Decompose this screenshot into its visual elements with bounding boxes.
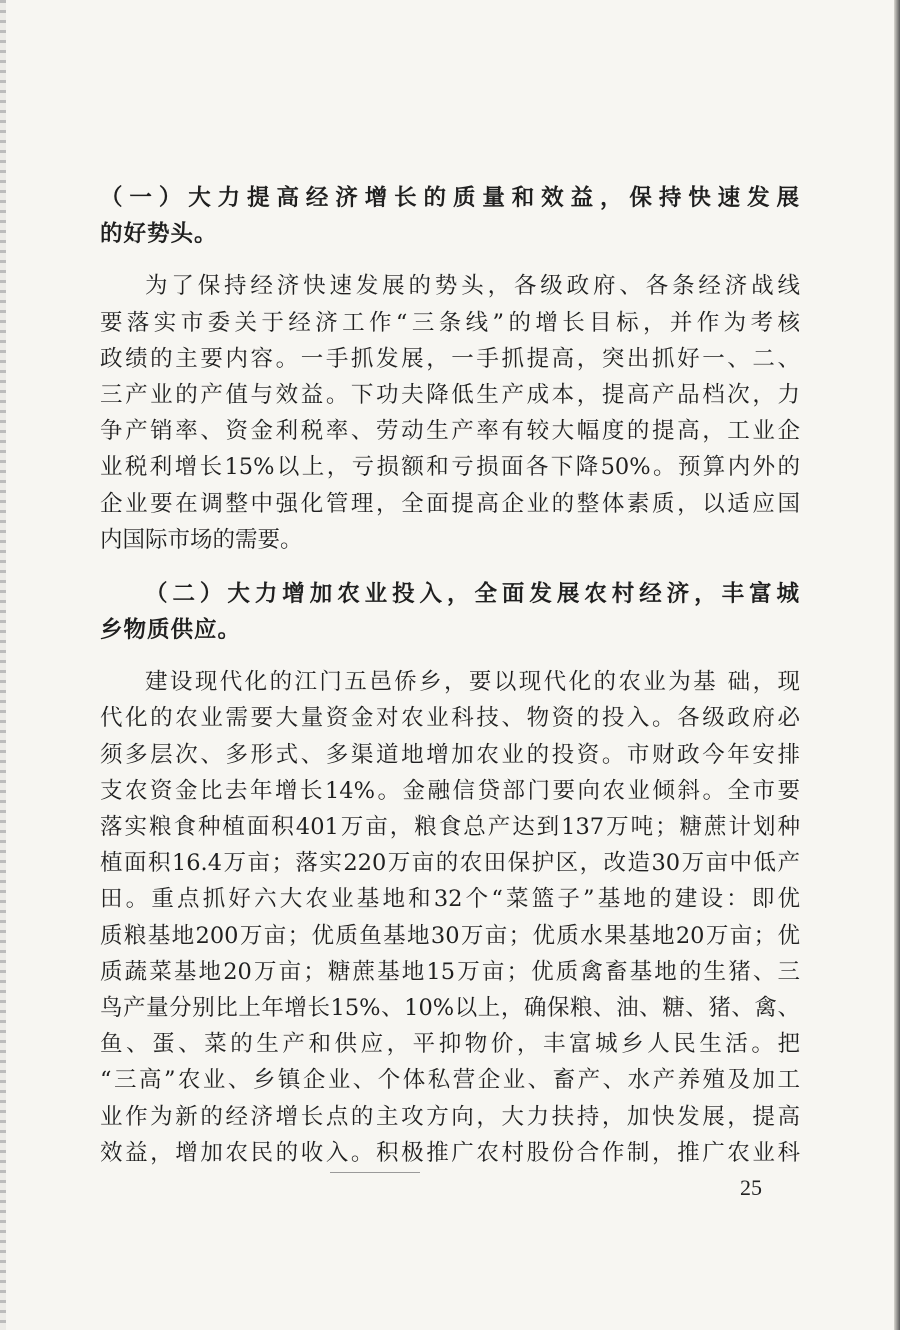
paragraph-line: 建设现代化的江门五邑侨乡，要以现代化的农业为基 础，现 <box>145 669 800 696</box>
paragraph-line: 三产业的产值与效益。下功夫降低生产成本，提高产品档次，力 <box>100 381 800 408</box>
paragraph-line: 田。重点抓好六大农业基地和32个“菜篮子”基地的建设：即优 <box>100 886 800 913</box>
paragraph-line: 落实粮食种植面积401万亩，粮食总产达到137万吨；糖蔗计划种 <box>100 814 800 840</box>
paragraph-line: 内国际市场的需要。 <box>100 526 303 553</box>
paragraph-line: 业税利增长15%以上，亏损额和亏损面各下降50%。预算内外的 <box>100 454 800 481</box>
footer-divider <box>330 1172 420 1173</box>
section-1 <box>100 180 800 558</box>
heading-line: （二）大力增加农业投入，全面发展农村经济，丰富城 <box>145 580 800 607</box>
paragraph-line: 质蔬菜基地20万亩；糖蔗基地15万亩；优质禽畜基地的生猪、三 <box>100 958 800 985</box>
section-2-paragraph <box>100 664 800 1171</box>
paragraph-line: 企业要在调整中强化管理，全面提高企业的整体素质，以适应国 <box>100 490 800 517</box>
paragraph-line: 业作为新的经济增长点的主攻方向，大力扶持，加快发展，提高 <box>100 1103 800 1130</box>
section-1-heading <box>100 180 800 252</box>
section-2-heading <box>100 576 800 648</box>
paragraph-line: 代化的农业需要大量资金对农业科技、物资的投入。各级政府必 <box>100 705 800 732</box>
paragraph-line: 质粮基地200万亩；优质鱼基地30万亩；优质水果基地20万亩；优 <box>100 922 800 949</box>
paragraph-line: “三高”农业、乡镇企业、个体私营企业、畜产、水产养殖及加工 <box>100 1067 800 1094</box>
paragraph-line: 争产销率、资金利税率、劳动生产率有较大幅度的提高，工业企 <box>100 418 800 445</box>
heading-line: （一）大力提高经济增长的质量和效益，保持快速发展 <box>100 185 800 211</box>
heading-line: 乡物质供应。 <box>100 617 242 644</box>
section-2 <box>100 576 800 1171</box>
paragraph-line: 鱼、蛋、菜的生产和供应，平抑物价，丰富城乡人民生活。把 <box>100 1031 800 1058</box>
paragraph-line: 支农资金比去年增长14%。金融信贷部门要向农业倾斜。全市要 <box>100 777 800 804</box>
paragraph-line: 要落实市委关于经济工作“三条线”的增长目标，并作为考核 <box>100 309 800 336</box>
page-number: 25 <box>740 1175 762 1200</box>
paragraph-line: 须多层次、多形式、多渠道地增加农业的投资。市财政今年安排 <box>100 741 800 768</box>
section-1-paragraph <box>100 268 800 558</box>
page-body <box>100 180 800 1171</box>
heading-line: 的好势头。 <box>100 221 218 248</box>
paragraph-line: 鸟产量分别比上年增长15%、10%以上，确保粮、油、糖、猪、禽、 <box>100 994 800 1021</box>
paragraph-line: 为了保持经济快速发展的势头，各级政府、各条经济战线 <box>145 273 800 300</box>
paragraph-line: 效益，增加农民的收入。积极推广农村股份合作制，推广农业科 <box>100 1139 800 1166</box>
paragraph-line: 植面积16.4万亩；落实220万亩的农田保护区，改造30万亩中低产 <box>100 850 800 877</box>
paragraph-line: 政绩的主要内容。一手抓发展，一手抓提高，突出抓好一、二、 <box>100 345 800 372</box>
